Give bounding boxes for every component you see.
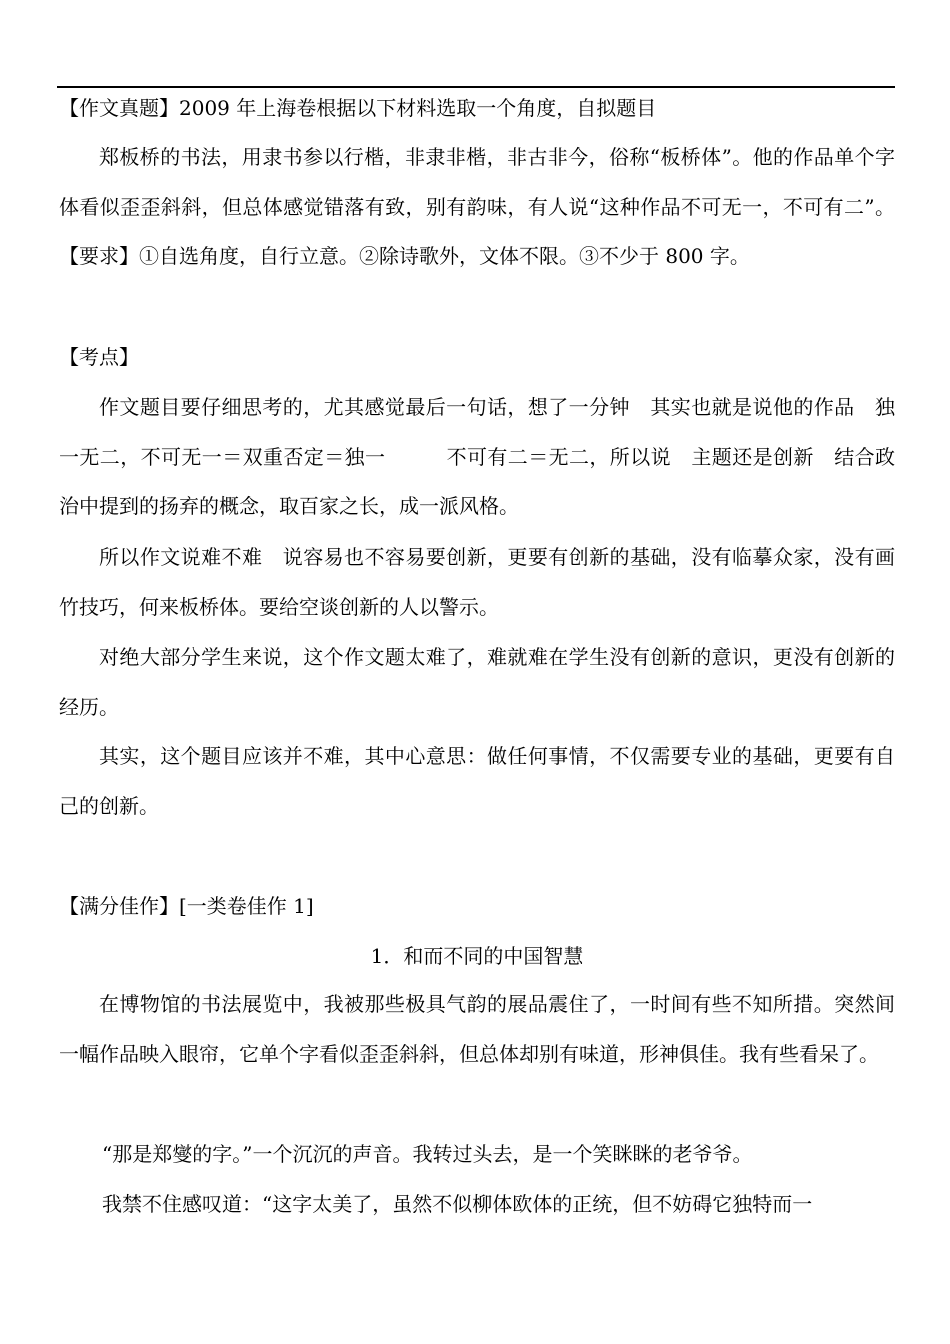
essay-paragraph-2: “那是郑燮的字。”一个沉沉的声音。我转过头去，是一个笑眯眯的老爷爷。 bbox=[102, 1142, 753, 1166]
essay-paragraph-1: 在博物馆的书法展览中，我被那些极具气韵的展品震住了，一时间有些不知所措。突然间一幅作品映入眼帘，它单个字看似歪歪斜斜，但总体却别有味道，形神俱佳。我有些看呆了。 bbox=[59, 992, 895, 1066]
kaodian-paragraph-4: 其实，这个题目应该并不难，其中心意思：做任何事情，不仅需要专业的基础，更要有自己的创新。 bbox=[59, 744, 895, 818]
material-paragraph: 郑板桥的书法，用隶书参以行楷，非隶非楷，非古非今，俗称“板桥体”。他的作品单个字体看似歪歪斜斜，但总体感觉错落有致，别有韵味，有人说“这种作品不可无一，不可有二”。 【要求】①自选角度，自行立意。②除诗歌外，文体不限。③不少于 800 字。 bbox=[59, 145, 895, 268]
kaodian-heading: 【考点】 bbox=[59, 345, 139, 369]
kaodian-paragraph-1: 作文题目要仔细思考的，尤其感觉最后一句话，想了一分钟 其实也就是说他的作品 独一无二，不可无一＝双重否定＝独一 不可有二＝无二，所以说 主题还是创新 结合政治中提到的扬弃的概念，取百家之长，成一派风格。 bbox=[59, 395, 895, 518]
kaodian-paragraph-3: 对绝大部分学生来说，这个作文题太难了，难就难在学生没有创新的意识，更没有创新的经历。 bbox=[59, 645, 895, 719]
essay-paragraph-3: 我禁不住感叹道：“这字太美了，虽然不似柳体欧体的正统，但不妨碍它独特而一 bbox=[102, 1192, 813, 1216]
essay-title: 1．和而不同的中国智慧 bbox=[370, 944, 584, 968]
exam-title: 【作文真题】2009 年上海卷根据以下材料选取一个角度，自拟题目 bbox=[59, 96, 657, 120]
essay-heading: 【满分佳作】[一类卷佳作 1] bbox=[59, 894, 314, 918]
kaodian-paragraph-2: 所以作文说难不难 说容易也不容易要创新，更要有创新的基础，没有临摹众家，没有画竹技巧，何来板桥体。要给空谈创新的人以警示。 bbox=[59, 545, 895, 619]
top-rule bbox=[57, 86, 895, 88]
